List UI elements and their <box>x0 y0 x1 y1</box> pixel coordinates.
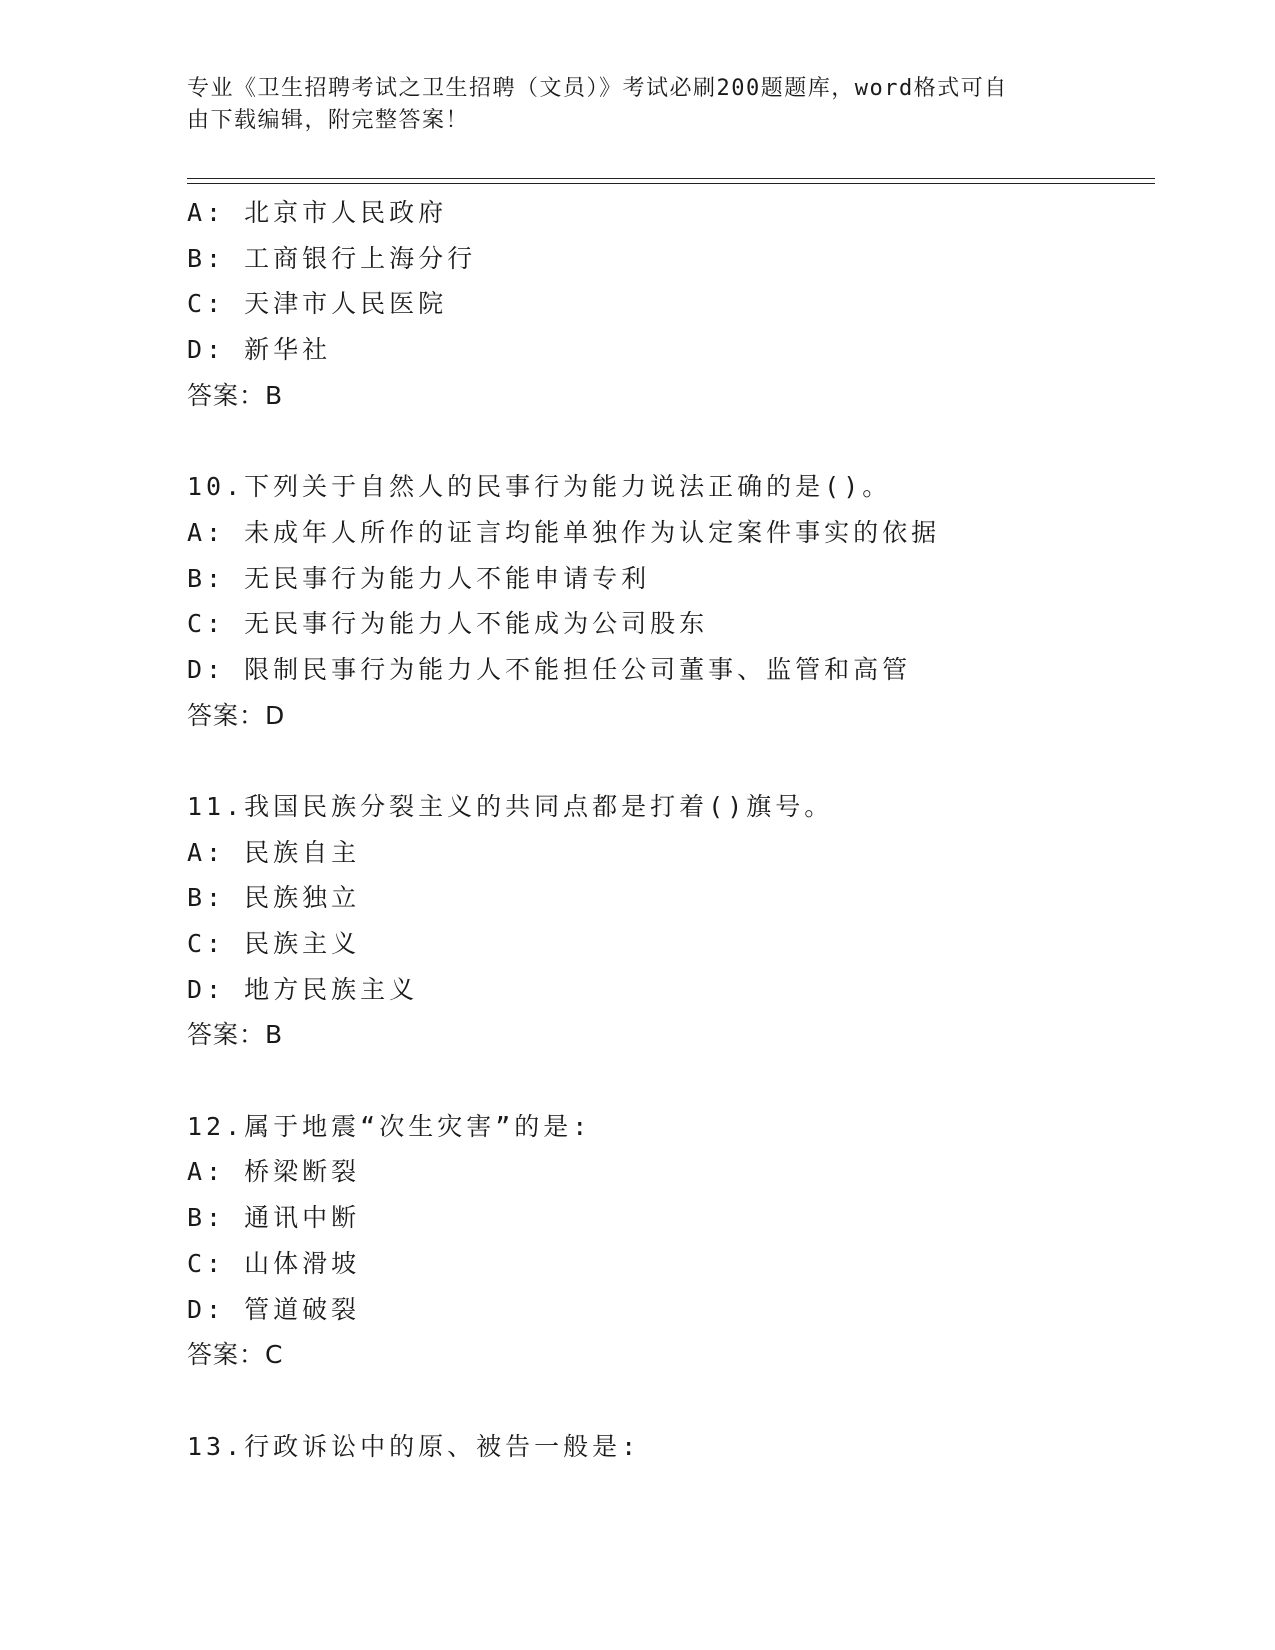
option-b: B: 通讯中断 <box>187 1203 361 1233</box>
option-d: D: 新华社 <box>187 335 332 365</box>
question-block-9 <box>187 190 1155 418</box>
header-line-1: 专业《卫生招聘考试之卫生招聘（文员）》考试必刷200题题库，word格式可自 <box>187 76 1008 101</box>
answer: 答案：D <box>187 700 286 730</box>
question-block-13 <box>187 1424 1155 1470</box>
answer: 答案：B <box>187 380 284 410</box>
option-c: C: 无民事行为能力人不能成为公司股东 <box>187 609 709 639</box>
spacer <box>187 1058 1155 1104</box>
option-a: A: 桥梁断裂 <box>187 1157 361 1187</box>
option-a: A: 民族自主 <box>187 837 361 867</box>
question-text: 10.下列关于自然人的民事行为能力说法正确的是()。 <box>187 472 892 502</box>
question-block-12 <box>187 1104 1155 1378</box>
question-block-10 <box>187 464 1155 738</box>
header-divider-bottom <box>187 183 1155 184</box>
option-a: A: 未成年人所作的证言均能单独作为认定案件事实的依据 <box>187 517 941 547</box>
option-b: B: 民族独立 <box>187 883 361 913</box>
question-text: 12.属于地震“次生灾害”的是: <box>187 1111 592 1141</box>
header-line-2: 由下载编辑，附完整答案！ <box>187 108 470 133</box>
header-divider-top <box>187 178 1155 179</box>
option-b: B: 工商银行上海分行 <box>187 243 477 273</box>
spacer <box>187 1378 1155 1424</box>
spacer <box>187 418 1155 464</box>
question-text: 11.我国民族分裂主义的共同点都是打着()旗号。 <box>187 791 834 821</box>
answer: 答案：C <box>187 1340 284 1370</box>
option-a: A: 北京市人民政府 <box>187 198 448 227</box>
option-b: B: 无民事行为能力人不能申请专利 <box>187 563 651 593</box>
option-c: C: 民族主义 <box>187 929 361 958</box>
option-d: D: 管道破裂 <box>187 1294 361 1324</box>
option-c: C: 山体滑坡 <box>187 1248 361 1278</box>
question-text: 13.行政诉讼中的原、被告一般是: <box>187 1431 641 1461</box>
document-header <box>187 73 1087 137</box>
question-block-11 <box>187 784 1155 1058</box>
option-c: C: 天津市人民医院 <box>187 289 448 319</box>
answer: 答案：B <box>187 1020 284 1050</box>
question-list <box>187 190 1155 1469</box>
option-d: D: 限制民事行为能力人不能担任公司董事、监管和高管 <box>187 654 912 684</box>
spacer <box>187 738 1155 784</box>
option-d: D: 地方民族主义 <box>187 974 419 1004</box>
